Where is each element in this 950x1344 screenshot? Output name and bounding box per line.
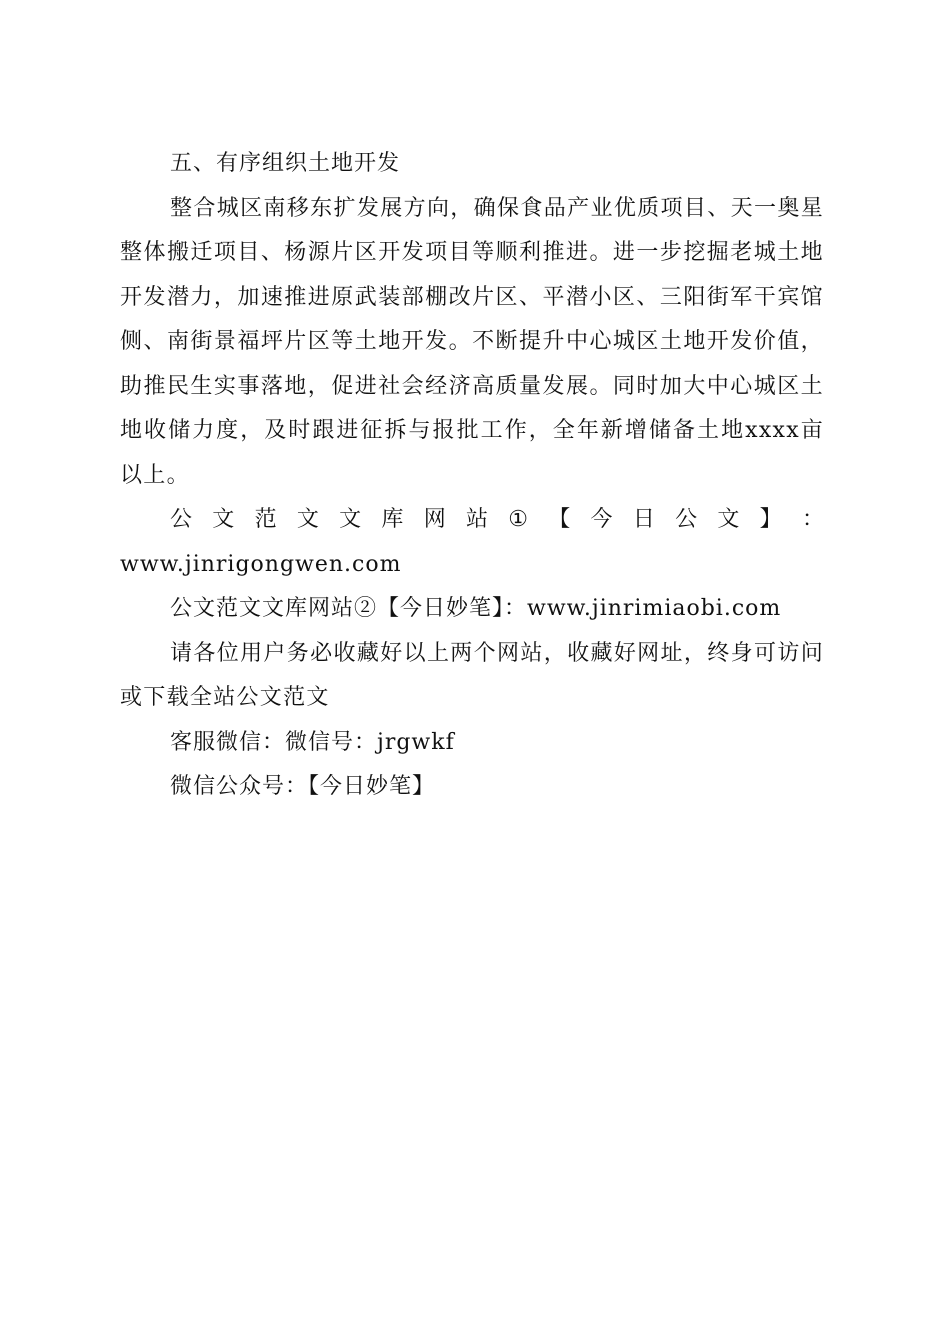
site1-char: 公 [170,507,193,532]
site1-char: ① [508,507,528,532]
site1-char: 站 [465,507,488,532]
site1-char: 范 [254,507,277,532]
site1-url: www.jinrigongwen.com [120,551,402,577]
site1-char: 网 [423,507,446,532]
site1-char: 文 [296,507,319,532]
document-content [120,142,824,810]
site1-char: 公 [675,507,698,532]
site1-char: 文 [717,507,740,532]
site1-char: ： [801,507,824,532]
section-heading: 五、有序组织土地开发 [170,151,401,176]
site1-char: 库 [381,507,404,532]
notice-paragraph: 请各位用户务必收藏好以上两个网站，收藏好网址，终身可访问或下载全站公文范文 [120,640,824,710]
site1-char: 文 [212,507,235,532]
official-account: 微信公众号：【今日妙笔】 [170,774,436,799]
site1-label [120,498,824,543]
site2-line: 公文范文文库网站②【今日妙笔】：www.jinrimiaobi.com [170,596,782,621]
site1-char: 【 [548,507,571,532]
service-wechat: 客服微信：微信号：jrgwkf [170,729,455,755]
site1-char: 】 [759,507,782,532]
site1-char: 日 [632,507,655,532]
site1-char: 今 [590,507,613,532]
body-paragraph: 整合城区南移东扩发展方向，确保食品产业优质项目、天一奥星整体搬迁项目、杨源片区开发项目等顺利推进。进一步挖掘老城土地开发潜力，加速推进原武装部棚改片区、平潜小区、三阳街军干宾馆侧、南街景福坪片区等土地开发。不断提升中心城区土地开发价值，助推民生实事落地，促进社会经济高质量发展。同时加大中心城区土地收储力度，及时跟进征拆与报批工作，全年新增储备土地xxxx亩以上。 [120,195,824,488]
site1-char: 文 [339,507,362,532]
